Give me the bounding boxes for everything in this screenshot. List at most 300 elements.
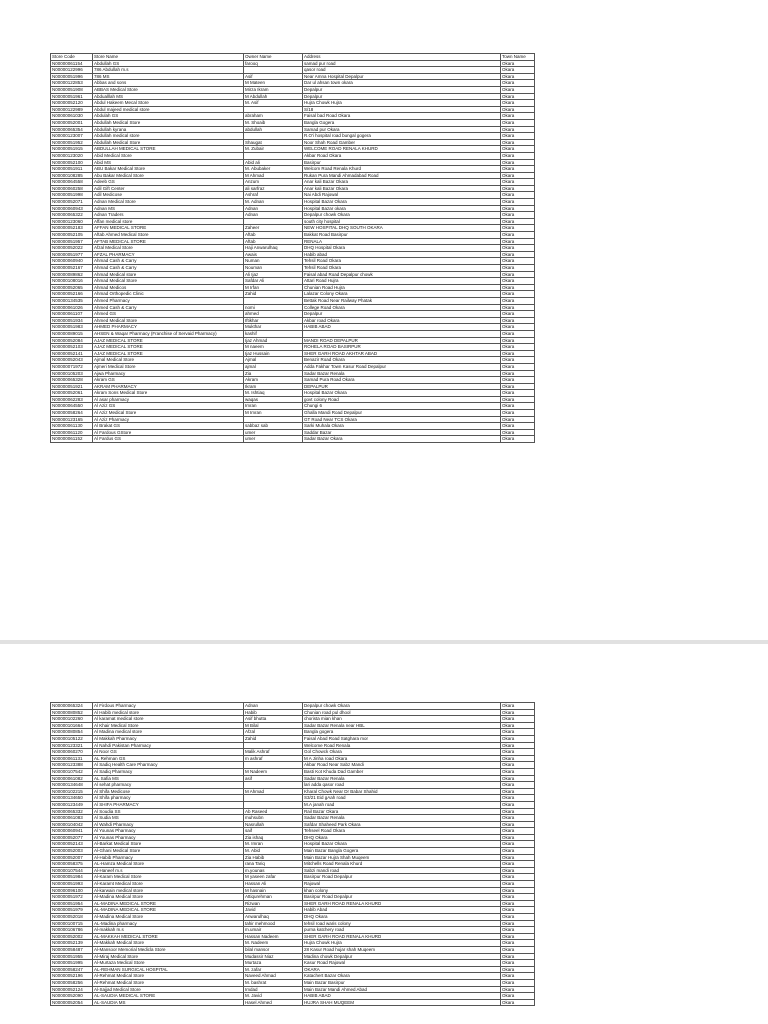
town-name-cell: Okara (501, 106, 535, 113)
owner-name-cell: Ijaz Ahmad (244, 337, 303, 344)
town-name-cell: Okara (501, 377, 535, 384)
store-code-cell: N00000051996 (51, 73, 93, 80)
owner-name-cell: Zahid (244, 291, 303, 298)
store-name-cell: AJAZ MEDICAL STORE (93, 344, 244, 351)
owner-name-cell: Habib (244, 709, 303, 716)
store-code-cell: N00000106786 (51, 927, 93, 934)
owner-name-cell: Naveed Ahmad (244, 973, 303, 980)
owner-name-cell (244, 762, 303, 769)
town-name-cell: Okara (501, 185, 535, 192)
town-name-cell: Okara (501, 410, 535, 417)
owner-name-cell: m.umair (244, 927, 303, 934)
store-name-cell: AL-MADINA MEDICAL STORE (93, 907, 244, 914)
table-row (51, 808, 535, 815)
table-row (51, 73, 535, 80)
address-cell: Madina chowk Depalpur (303, 953, 501, 960)
table-row (51, 410, 535, 417)
store-code-cell: N00000061131 (51, 755, 93, 762)
town-name-cell: Okara (501, 80, 535, 87)
town-name-cell: Okara (501, 429, 535, 436)
address-cell: Bakkat Road Basirpur (303, 232, 501, 239)
owner-name-cell: Zia ishaq (244, 834, 303, 841)
store-code-cell: N00000104042 (51, 821, 93, 828)
town-name-cell: Okara (501, 933, 535, 940)
store-name-cell: Ahmad Medical Store (93, 278, 244, 285)
owner-name-cell: asif (244, 775, 303, 782)
store-code-cell: N00000122853 (51, 80, 93, 87)
address-cell: Attari Road Hujra (303, 278, 501, 285)
address-cell: Lalazar Colony Okara (303, 291, 501, 298)
owner-name-cell: M hasnain (244, 887, 303, 894)
store-name-cell: Adnan MS (93, 205, 244, 212)
town-name-cell: Okara (501, 841, 535, 848)
store-code-cell: N00000052065 (51, 284, 93, 291)
owner-name-cell: ajmal (244, 363, 303, 370)
town-name-cell: Okara (501, 152, 535, 159)
store-name-cell: Ahmed Pharmacy (93, 297, 244, 304)
address-cell: Depalpur (303, 311, 501, 318)
address-cell: qasor road (303, 67, 501, 74)
store-name-cell: Abdullah Medical Store (93, 139, 244, 146)
store-code-cell: N00000061083 (51, 815, 93, 822)
store-name-cell: Al sehat pharmacy (93, 782, 244, 789)
town-name-cell: Okara (501, 73, 535, 80)
owner-name-cell (244, 782, 303, 789)
store-code-cell: N00000062283 (51, 396, 93, 403)
store-code-cell: N00000058264 (51, 410, 93, 417)
owner-name-cell: Nouman (244, 265, 303, 272)
store-name-cell: AL Rehman GS (93, 755, 244, 762)
store-name-cell: Al-Ghani Medical Store (93, 848, 244, 855)
table-row (51, 887, 535, 894)
store-code-cell: N00000108285 (51, 172, 93, 179)
owner-name-cell: M Mateen (244, 80, 303, 87)
town-name-cell: Okara (501, 93, 535, 100)
store-name-cell: Al Soudia SS (93, 808, 244, 815)
store-code-cell: N00000061152 (51, 436, 93, 443)
town-name-cell: Okara (501, 199, 535, 206)
store-name-cell: Al Younas Pharmacy (93, 834, 244, 841)
store-code-cell: N00000065324 (51, 703, 93, 710)
table-row (51, 722, 535, 729)
table-row (51, 363, 535, 370)
store-code-cell: N00000052196 (51, 973, 93, 980)
table-row (51, 768, 535, 775)
town-name-cell: Okara (501, 344, 535, 351)
store-name-cell: Al Shifa Medicose (93, 788, 244, 795)
store-code-cell: N00000061030 (51, 113, 93, 120)
store-name-cell: 786 Abdullah m.s (93, 67, 244, 74)
table-row (51, 729, 535, 736)
address-cell: Depalpur chowk Okara (303, 212, 501, 219)
owner-name-cell: Mukthar (244, 324, 303, 331)
table-row (51, 126, 535, 133)
store-code-cell: N00000052167 (51, 265, 93, 272)
store-name-cell: Abdullah medical store (93, 133, 244, 140)
store-code-cell: N00000122989 (51, 106, 93, 113)
store-name-cell: Abbas and sons (93, 80, 244, 87)
owner-name-cell: umer (244, 429, 303, 436)
town-name-cell: Okara (501, 749, 535, 756)
table-row (51, 324, 535, 331)
table-2-body (51, 703, 535, 1006)
owner-name-cell: Mirza Ikram (244, 86, 303, 93)
table-row (51, 271, 535, 278)
store-code-cell: N00000052071 (51, 199, 93, 206)
store-name-cell: Adil Gift Center (93, 185, 244, 192)
town-name-cell: Okara (501, 894, 535, 901)
store-code-cell: N00000064550 (51, 403, 93, 410)
store-name-cell: Al-Makkah Medical Store (93, 940, 244, 947)
owner-name-cell: M Ahmad (244, 172, 303, 179)
owner-name-cell (244, 801, 303, 808)
town-name-cell: Okara (501, 436, 535, 443)
owner-name-cell: Malik Ashraf (244, 749, 303, 756)
owner-name-cell: Safdar Ali (244, 278, 303, 285)
table-row (51, 100, 535, 107)
store-name-cell: Al Sudia MS (93, 815, 244, 822)
table-row (51, 245, 535, 252)
town-name-cell: Okara (501, 159, 535, 166)
store-code-cell: N00000123060 (51, 218, 93, 225)
table-row (51, 742, 535, 749)
address-cell: SHER GARH ROAD RENALA KHURD (303, 900, 501, 907)
owner-name-cell: Hassan Nadeem (244, 933, 303, 940)
store-name-cell: Abdullah GS (93, 60, 244, 67)
address-cell: Basirpur (303, 159, 501, 166)
owner-name-cell: sabbaz sab (244, 423, 303, 430)
address-cell: Faisal Abad Road Satghara mor (303, 735, 501, 742)
table-row (51, 80, 535, 87)
table-row (51, 801, 535, 808)
address-cell: Noor Shah Road Gamber (303, 139, 501, 146)
table-row (51, 179, 535, 186)
table-row (51, 920, 535, 927)
owner-name-cell: saif (244, 828, 303, 835)
store-code-cell: N00000105122 (51, 735, 93, 742)
owner-name-cell: m.younas (244, 867, 303, 874)
town-name-cell: Okara (501, 291, 535, 298)
address-cell: Akbar Road Near Sabz Mandi (303, 762, 501, 769)
store-name-cell: Adil Medicose (93, 192, 244, 199)
address-cell: Faisal bad Road Okara (303, 113, 501, 120)
owner-name-cell: M naeem (244, 344, 303, 351)
town-name-cell: Okara (501, 403, 535, 410)
table-row (51, 297, 535, 304)
store-code-cell: N00000051934 (51, 317, 93, 324)
owner-name-cell: Ajmal (244, 357, 303, 364)
store-name-cell: Ajmeri Medical Store (93, 363, 244, 370)
table-row (51, 993, 535, 1000)
owner-name-cell: Adnan (244, 205, 303, 212)
owner-name-cell: Hasel Ahmed (244, 999, 303, 1006)
owner-name-cell: Ab Raseed (244, 808, 303, 815)
table-row (51, 795, 535, 802)
store-code-cell: N00000089015 (51, 330, 93, 337)
store-code-cell: N00000052143 (51, 841, 93, 848)
store-code-cell: N00000065354 (51, 126, 93, 133)
town-name-cell: Okara (501, 762, 535, 769)
owner-name-cell: Javid (244, 907, 303, 914)
town-name-cell: Okara (501, 396, 535, 403)
owner-name-cell: Numan (244, 258, 303, 265)
store-code-cell: N00000065332 (51, 808, 93, 815)
table-row (51, 133, 535, 140)
table-row (51, 821, 535, 828)
table-row (51, 848, 535, 855)
address-cell: SHER GARH ROAD RENALA KHURD (303, 933, 501, 940)
table-header-row (51, 54, 535, 61)
store-name-cell: AHSEN & Waqar Pharmacy (Franchise of Servaid Pharmacy) (93, 330, 244, 337)
store-name-cell: Al Madina medical store (93, 729, 244, 736)
address-cell: Near Amna Hospital Depalpur (303, 73, 501, 80)
store-code-cell: N00000052120 (51, 100, 93, 107)
store-code-cell: N00000061107 (51, 311, 93, 318)
store-code-cell: N00000051998 (51, 192, 93, 199)
table-row (51, 900, 535, 907)
owner-name-cell: M yaseen zafar (244, 874, 303, 881)
town-name-cell: Okara (501, 416, 535, 423)
address-cell: Ghalla Mandi Road Depalpur (303, 410, 501, 417)
address-cell: Sadar Bazar Renala near HBL (303, 722, 501, 729)
table-row (51, 258, 535, 265)
address-cell: OKARA (303, 966, 501, 973)
store-name-cell: Adnan Traders (93, 212, 244, 219)
store-code-cell: N00000052054 (51, 999, 93, 1006)
store-code-cell: N00000052139 (51, 940, 93, 947)
store-code-cell: N00000102215 (51, 788, 93, 795)
store-code-cell: N00000052043 (51, 357, 93, 364)
table-row (51, 159, 535, 166)
store-name-cell: Al-Barkat Medical Store (93, 841, 244, 848)
address-cell: Welcome Road Renala (303, 742, 501, 749)
table-row (51, 834, 535, 841)
address-cell: DHQ Hospital Okara (303, 245, 501, 252)
table-row (51, 782, 535, 789)
town-name-cell: Okara (501, 218, 535, 225)
store-name-cell: Al Fardous GStore (93, 429, 244, 436)
page-2 (0, 644, 768, 1024)
store-name-cell: Al asar pharmacy (93, 396, 244, 403)
owner-name-cell: rana Tariq (244, 861, 303, 868)
owner-name-cell: Aftab (244, 238, 303, 245)
address-cell: lari adda qasor road (303, 782, 501, 789)
address-cell: Kasur Road Rajowal (303, 960, 501, 967)
address-cell: Rail Bazar Okara (303, 808, 501, 815)
address-cell: Bettak Road Near Railway Phatak (303, 297, 501, 304)
store-name-cell: 786 MS (93, 73, 244, 80)
store-name-cell: Abdualllah MS (93, 93, 244, 100)
owner-name-cell (244, 742, 303, 749)
town-name-cell: Okara (501, 146, 535, 153)
address-cell: HABIB ABAD (303, 993, 501, 1000)
address-cell: Nai Abdi Rajowal (303, 192, 501, 199)
town-name-cell: Okara (501, 423, 535, 430)
store-code-cell: N00000058487 (51, 946, 93, 953)
store-name-cell: Affan medical store (93, 218, 244, 225)
store-name-cell: ABBAS Medical Store (93, 86, 244, 93)
town-name-cell: Okara (501, 126, 535, 133)
town-name-cell: Okara (501, 212, 535, 219)
town-name-cell: Okara (501, 821, 535, 828)
owner-name-cell: M. Ishtiaq (244, 390, 303, 397)
table-row (51, 907, 535, 914)
store-name-cell: Al Nahdi Pakistan Pharmacy (93, 742, 244, 749)
store-name-cell: Abdullah Medical Store (93, 119, 244, 126)
table-row (51, 390, 535, 397)
table-row (51, 874, 535, 881)
store-table-1 (50, 53, 535, 443)
store-code-cell: N00000052090 (51, 993, 93, 1000)
table-row (51, 914, 535, 921)
store-name-cell: Al Noor GS (93, 749, 244, 756)
store-code-cell: N00000107544 (51, 867, 93, 874)
store-name-cell: Al Makkah Pharmacy (93, 735, 244, 742)
table-row (51, 755, 535, 762)
address-cell: DHQ Okara (303, 834, 501, 841)
owner-name-cell: Adnan (244, 212, 303, 219)
store-name-cell: Akram Sons Medical Store (93, 390, 244, 397)
owner-name-cell: Asif (244, 73, 303, 80)
owner-name-cell: Afzal (244, 729, 303, 736)
town-name-cell: Okara (501, 383, 535, 390)
owner-name-cell: Abid ali (244, 159, 303, 166)
address-cell: south city hospital (303, 218, 501, 225)
address-cell: Anar kali Bazar Okara (303, 185, 501, 192)
owner-name-cell: M. Nadeem (244, 940, 303, 947)
store-code-cell: N00000061026 (51, 304, 93, 311)
store-name-cell: Abdul Hakeem Mecal Store (93, 100, 244, 107)
town-name-cell: Okara (501, 801, 535, 808)
owner-name-cell (244, 218, 303, 225)
store-name-cell: Al-Rehmat Medical Store (93, 979, 244, 986)
address-cell: Sabzi mandi road (303, 867, 501, 874)
address-cell: Anar kali Bazar Okara (303, 179, 501, 186)
town-name-cell: Okara (501, 946, 535, 953)
store-name-cell: Al-Sajjad Medical Store (93, 986, 244, 993)
owner-name-cell: Akram (244, 377, 303, 384)
address-cell: purna katchery road (303, 927, 501, 934)
address-cell: Main Bazar Mandi Ahmed Abad (303, 986, 501, 993)
address-cell: Chunian Road Hujra (303, 284, 501, 291)
owner-name-cell: abraham (244, 113, 303, 120)
table-row (51, 775, 535, 782)
owner-name-cell: M Ahmad (244, 788, 303, 795)
store-code-cell: N00000065328 (51, 377, 93, 384)
store-name-cell: Al-Habib Pharmacy (93, 854, 244, 861)
owner-name-cell: Asif bhutta (244, 716, 303, 723)
table-row (51, 986, 535, 993)
address-cell: Sadar Bazar Renala (303, 370, 501, 377)
store-code-cell: N00000071972 (51, 363, 93, 370)
store-name-cell: Ahmed Cash & Carry (93, 304, 244, 311)
store-name-cell: AFZAL PHARMACY (93, 251, 244, 258)
address-cell: Adda Fakhar Town Kasur Road Depalpur (303, 363, 501, 370)
town-name-cell: Okara (501, 788, 535, 795)
store-name-cell: Abdul majeed medical store (93, 106, 244, 113)
table-row (51, 146, 535, 153)
table-row (51, 953, 535, 960)
town-name-cell: Okara (501, 166, 535, 173)
owner-name-cell: abdullah (244, 126, 303, 133)
store-code-cell: N00000052166 (51, 291, 93, 298)
table-row (51, 854, 535, 861)
address-cell: Sadar Bazar Renala (303, 815, 501, 822)
store-name-cell: Ahmed GS (93, 311, 244, 318)
town-name-cell: Okara (501, 735, 535, 742)
owner-name-cell: Awais (244, 251, 303, 258)
store-name-cell: Al-karwain medical store (93, 887, 244, 894)
owner-name-cell: M Abdullah (244, 93, 303, 100)
address-cell: MANDI ROAD DEPALPUR (303, 337, 501, 344)
table-row (51, 749, 535, 756)
address-cell: Depalpur (303, 93, 501, 100)
table-row (51, 973, 535, 980)
store-name-cell: Ahmad Cash & Carry (93, 258, 244, 265)
store-code-cell: N00000051961 (51, 93, 93, 100)
address-cell: khan colony (303, 887, 501, 894)
address-cell: Gol Chowck Okara (303, 749, 501, 756)
store-name-cell: AHMED PHARMACY (93, 324, 244, 331)
table-row (51, 370, 535, 377)
address-cell: Habib Abad (303, 907, 501, 914)
address-cell: DEPALPUR (303, 383, 501, 390)
store-code-cell: N00000108016 (51, 278, 93, 285)
store-code-cell: N00000051993 (51, 881, 93, 888)
town-name-cell: Okara (501, 854, 535, 861)
table-row (51, 330, 535, 337)
store-code-cell: N00000122996 (51, 67, 93, 74)
table-row (51, 946, 535, 953)
table-row (51, 238, 535, 245)
address-cell: RENALA (303, 238, 501, 245)
owner-name-cell: muhsubn (244, 815, 303, 822)
owner-name-cell: bilal mansor (244, 946, 303, 953)
owner-name-cell: Zia (244, 370, 303, 377)
store-code-cell: N00000123388 (51, 762, 93, 769)
store-name-cell: AL-SAUDIA MS (93, 999, 244, 1006)
address-cell: Mitchells Road Renala Khurd (303, 861, 501, 868)
table-row (51, 60, 535, 67)
store-code-cell: N00000051908 (51, 86, 93, 93)
owner-name-cell: M. Shoaib (244, 119, 303, 126)
address-cell: Katachert Bazar Okara (303, 973, 501, 980)
store-code-cell: N00000051911 (51, 166, 93, 173)
table-row (51, 716, 535, 723)
store-code-cell: N00000100715 (51, 920, 93, 927)
town-name-cell: Okara (501, 278, 535, 285)
town-name-cell: Okara (501, 742, 535, 749)
store-name-cell: AL-MADINA MEDICAL STORE (93, 900, 244, 907)
table-row (51, 788, 535, 795)
table-row (51, 344, 535, 351)
store-code-cell: N00000051921 (51, 383, 93, 390)
store-code-cell: N00000052007 (51, 854, 93, 861)
address-cell: govt colony Road (303, 396, 501, 403)
address-cell: Hujra Chowk Hujra (303, 940, 501, 947)
owner-name-cell: farooq (244, 60, 303, 67)
store-name-cell: Ahmad Medicos (93, 284, 244, 291)
owner-name-cell: Hassan Ali (244, 881, 303, 888)
town-name-cell: Okara (501, 238, 535, 245)
store-code-cell: N00000058247 (51, 966, 93, 973)
header-town-name: Town Name (501, 54, 535, 61)
store-code-cell: N00000107542 (51, 768, 93, 775)
table-row (51, 403, 535, 410)
store-code-cell: N00000052100 (51, 159, 93, 166)
town-name-cell: Okara (501, 60, 535, 67)
town-name-cell: Okara (501, 907, 535, 914)
